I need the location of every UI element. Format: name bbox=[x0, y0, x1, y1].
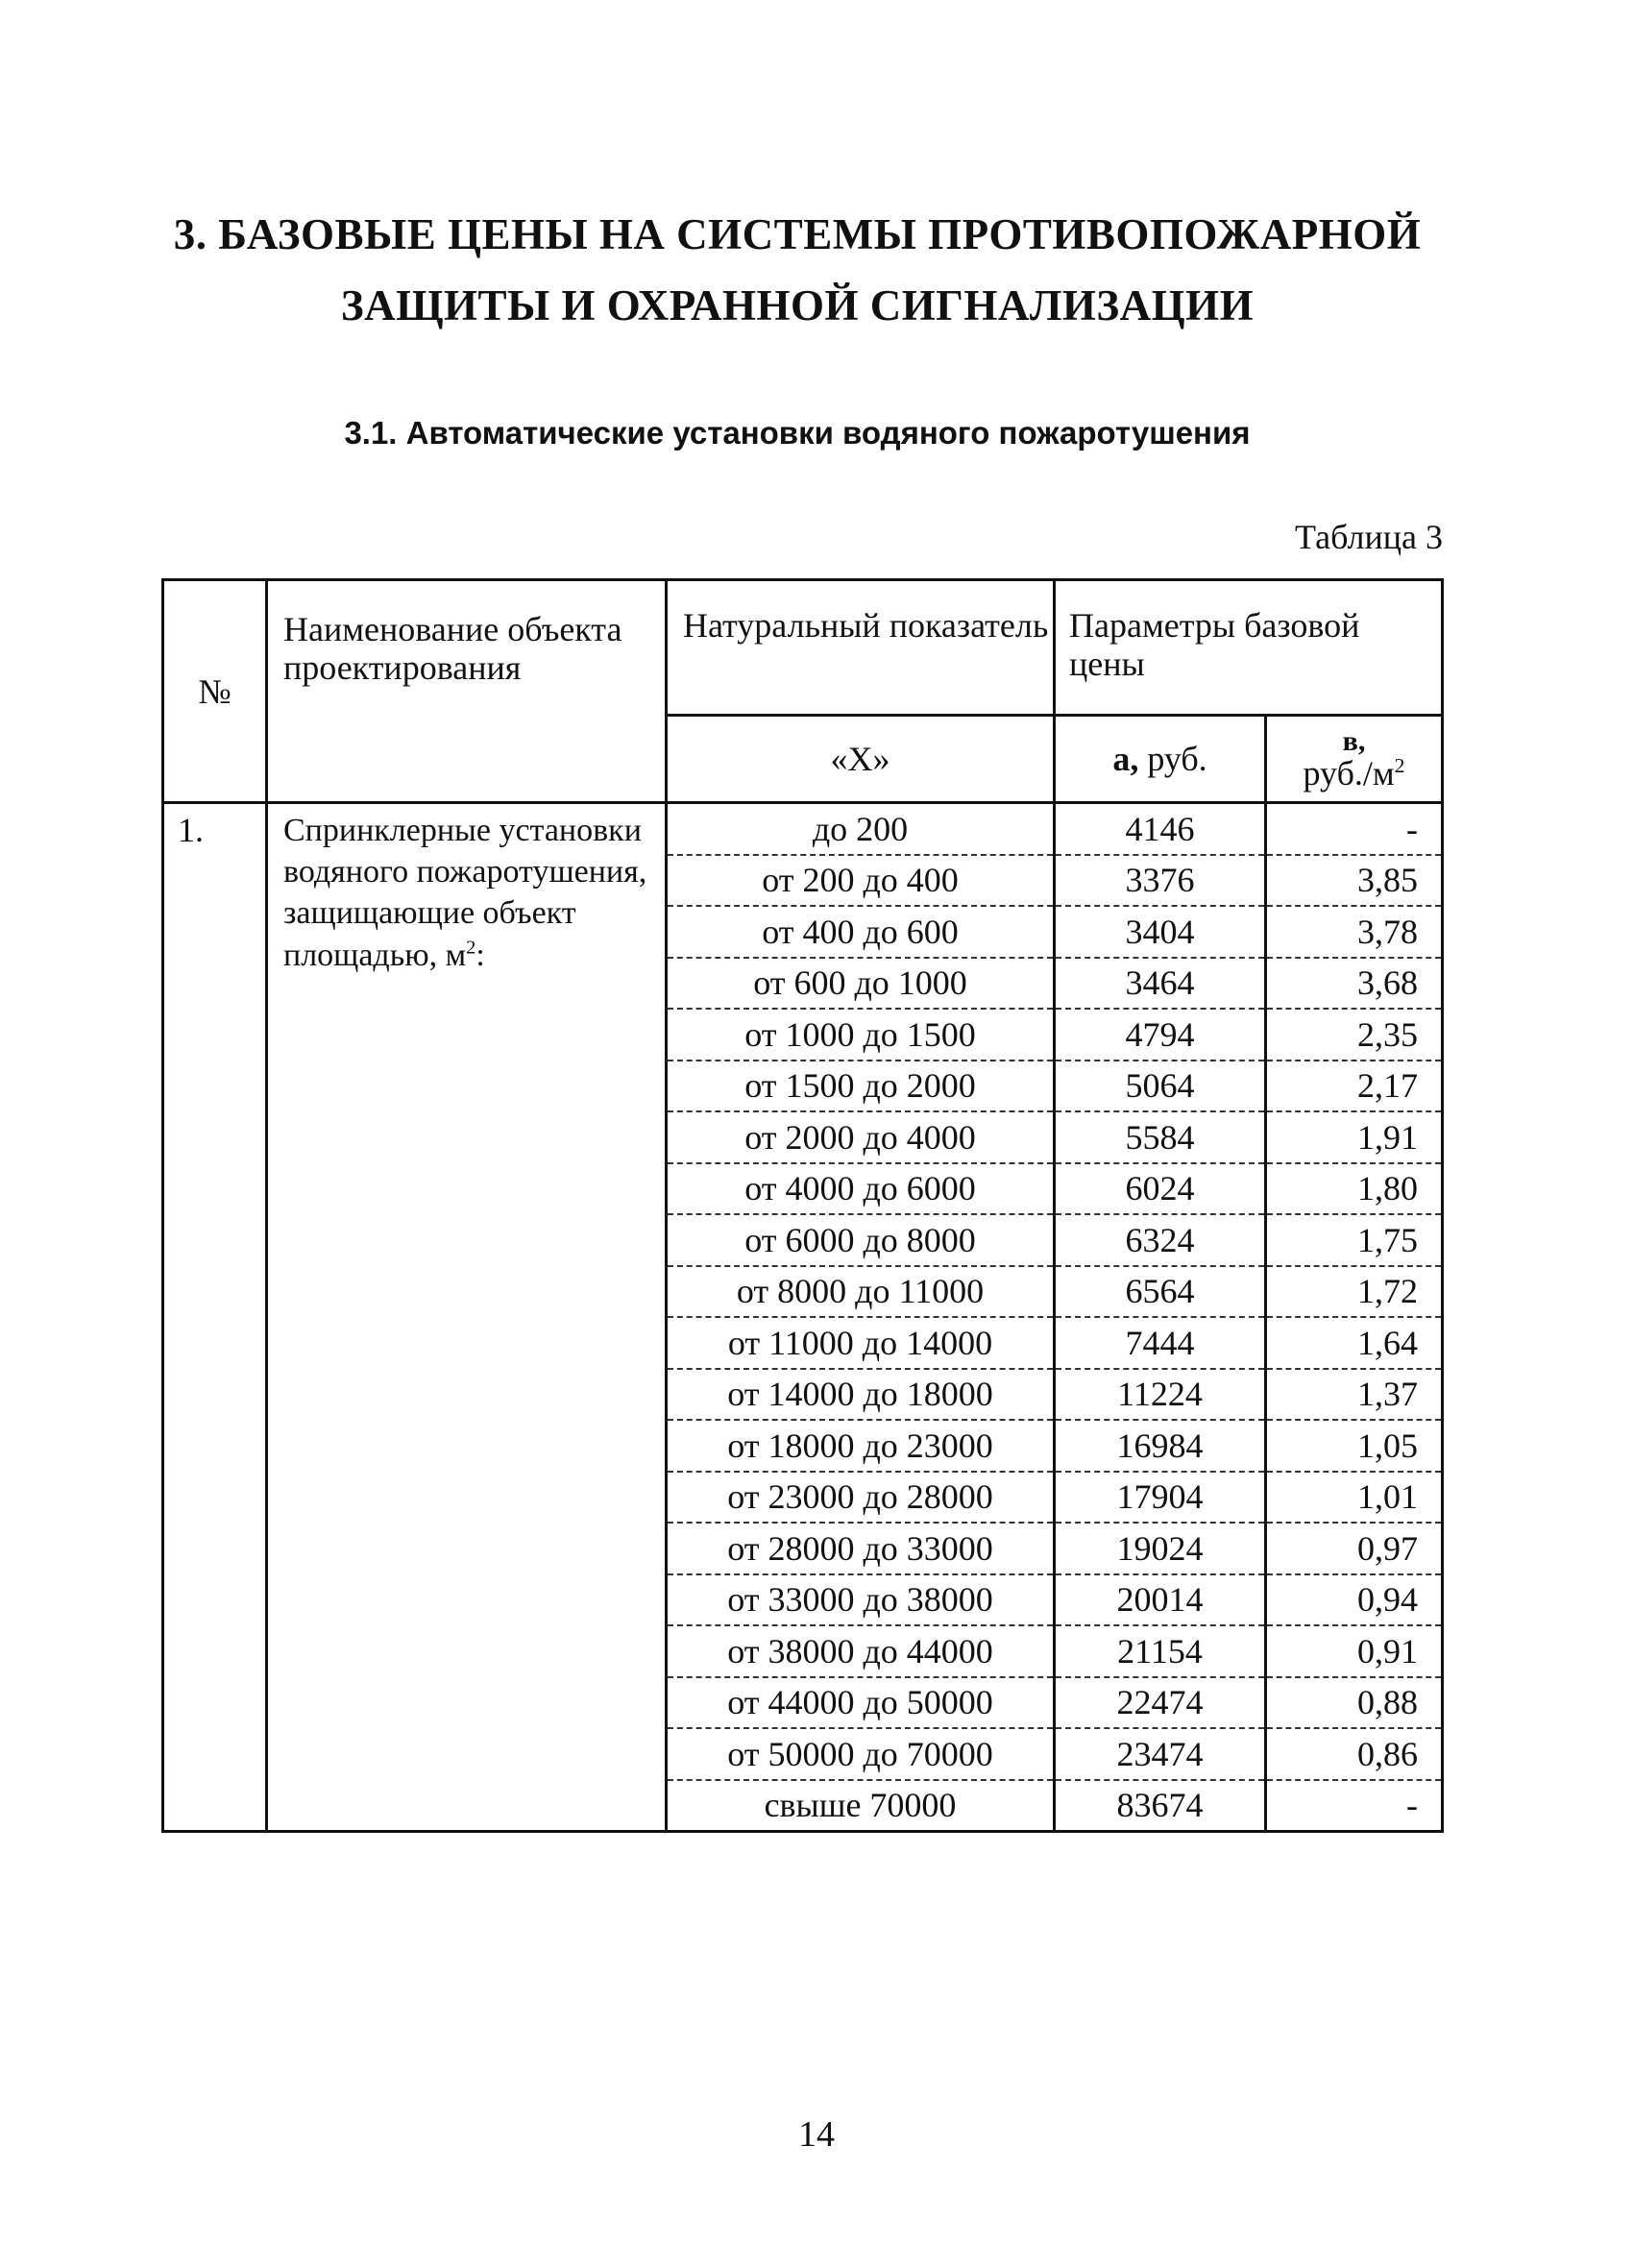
header-object-name: Наименование объекта проектирования bbox=[267, 580, 667, 803]
range-cell: свыше 70000 bbox=[667, 1780, 1055, 1832]
header-b-unit: руб./м bbox=[1303, 754, 1395, 793]
b-value-cell: 1,80 bbox=[1266, 1163, 1443, 1215]
table-row bbox=[163, 803, 1443, 855]
a-value-cell: 4794 bbox=[1055, 1009, 1266, 1061]
range-cell: от 400 до 600 bbox=[667, 906, 1055, 958]
row-object-name-tail: : bbox=[475, 937, 485, 973]
a-value-cell: 11224 bbox=[1055, 1369, 1266, 1421]
range-cell: от 11000 до 14000 bbox=[667, 1317, 1055, 1369]
b-value-cell: 0,97 bbox=[1266, 1523, 1443, 1574]
b-value-cell: 2,17 bbox=[1266, 1061, 1443, 1112]
page-title-line-2: ЗАЩИТЫ И ОХРАННОЙ СИГНАЛИЗАЦИИ bbox=[340, 281, 1255, 329]
a-value-cell: 17904 bbox=[1055, 1472, 1266, 1524]
header-b bbox=[1266, 716, 1443, 803]
a-value-cell: 6324 bbox=[1055, 1214, 1266, 1266]
b-value-cell: 0,86 bbox=[1266, 1728, 1443, 1780]
price-table bbox=[161, 578, 1444, 1833]
a-value-cell: 5584 bbox=[1055, 1111, 1266, 1163]
b-value-cell: 1,75 bbox=[1266, 1214, 1443, 1266]
b-value-cell: 1,01 bbox=[1266, 1472, 1443, 1524]
a-value-cell: 6564 bbox=[1055, 1266, 1266, 1318]
range-cell: от 18000 до 23000 bbox=[667, 1420, 1055, 1472]
header-b-symbol: в, bbox=[1342, 725, 1366, 757]
range-cell: от 200 до 400 bbox=[667, 855, 1055, 907]
range-cell: от 33000 до 38000 bbox=[667, 1574, 1055, 1626]
a-value-cell: 3404 bbox=[1055, 906, 1266, 958]
a-value-cell: 20014 bbox=[1055, 1574, 1266, 1626]
a-value-cell: 23474 bbox=[1055, 1728, 1266, 1780]
table-caption: Таблица 3 bbox=[1295, 518, 1443, 556]
b-value-cell: 1,91 bbox=[1266, 1111, 1443, 1163]
row-object-name bbox=[267, 803, 667, 1832]
range-cell: от 6000 до 8000 bbox=[667, 1214, 1055, 1266]
section-title: 3.1. Автоматические установки водяного пожаротушения bbox=[344, 415, 1251, 451]
range-cell: от 23000 до 28000 bbox=[667, 1472, 1055, 1524]
price-table-body bbox=[163, 803, 1443, 1832]
header-b-unit-sup: 2 bbox=[1394, 754, 1405, 777]
header-natural-indicator: Натуральный показатель bbox=[667, 580, 1055, 716]
a-value-cell: 3376 bbox=[1055, 855, 1266, 907]
page-title-line-1: 3. БАЗОВЫЕ ЦЕНЫ НА СИСТЕМЫ ПРОТИВОПОЖАРНОЙ bbox=[173, 210, 1422, 258]
range-cell: от 1000 до 1500 bbox=[667, 1009, 1055, 1061]
header-a-unit: руб. bbox=[1138, 740, 1207, 778]
range-cell: от 600 до 1000 bbox=[667, 958, 1055, 1010]
range-cell: до 200 bbox=[667, 803, 1055, 855]
row-object-name-text: Спринклерные установки водяного пожаротушения, защищающие объект площадью, м bbox=[283, 813, 647, 973]
range-cell: от 38000 до 44000 bbox=[667, 1625, 1055, 1677]
range-cell: от 8000 до 11000 bbox=[667, 1266, 1055, 1318]
b-value-cell: - bbox=[1266, 1780, 1443, 1832]
header-number: № bbox=[163, 580, 267, 803]
a-value-cell: 83674 bbox=[1055, 1780, 1266, 1832]
a-value-cell: 6024 bbox=[1055, 1163, 1266, 1215]
header-x: «Х» bbox=[667, 716, 1055, 803]
row-number: 1. bbox=[163, 803, 267, 1832]
range-cell: от 28000 до 33000 bbox=[667, 1523, 1055, 1574]
header-a bbox=[1055, 716, 1266, 803]
a-value-cell: 7444 bbox=[1055, 1317, 1266, 1369]
b-value-cell: 1,05 bbox=[1266, 1420, 1443, 1472]
header-base-price-params: Параметры базовой цены bbox=[1055, 580, 1443, 716]
b-value-cell: 2,35 bbox=[1266, 1009, 1443, 1061]
b-value-cell: 3,78 bbox=[1266, 906, 1443, 958]
b-value-cell: 0,94 bbox=[1266, 1574, 1443, 1626]
b-value-cell: 0,88 bbox=[1266, 1677, 1443, 1729]
a-value-cell: 16984 bbox=[1055, 1420, 1266, 1472]
a-value-cell: 21154 bbox=[1055, 1625, 1266, 1677]
b-value-cell: 3,68 bbox=[1266, 958, 1443, 1010]
b-value-cell: 1,37 bbox=[1266, 1369, 1443, 1421]
range-cell: от 44000 до 50000 bbox=[667, 1677, 1055, 1729]
page-number: 14 bbox=[798, 2114, 835, 2155]
b-value-cell: - bbox=[1266, 803, 1443, 855]
range-cell: от 1500 до 2000 bbox=[667, 1061, 1055, 1112]
range-cell: от 2000 до 4000 bbox=[667, 1111, 1055, 1163]
a-value-cell: 19024 bbox=[1055, 1523, 1266, 1574]
a-value-cell: 22474 bbox=[1055, 1677, 1266, 1729]
range-cell: от 50000 до 70000 bbox=[667, 1728, 1055, 1780]
a-value-cell: 4146 bbox=[1055, 803, 1266, 855]
b-value-cell: 1,64 bbox=[1266, 1317, 1443, 1369]
range-cell: от 4000 до 6000 bbox=[667, 1163, 1055, 1215]
a-value-cell: 3464 bbox=[1055, 958, 1266, 1010]
b-value-cell: 1,72 bbox=[1266, 1266, 1443, 1318]
range-cell: от 14000 до 18000 bbox=[667, 1369, 1055, 1421]
a-value-cell: 5064 bbox=[1055, 1061, 1266, 1112]
b-value-cell: 3,85 bbox=[1266, 855, 1443, 907]
row-object-name-sup: 2 bbox=[466, 937, 476, 959]
header-a-symbol: а, bbox=[1112, 740, 1139, 778]
b-value-cell: 0,91 bbox=[1266, 1625, 1443, 1677]
